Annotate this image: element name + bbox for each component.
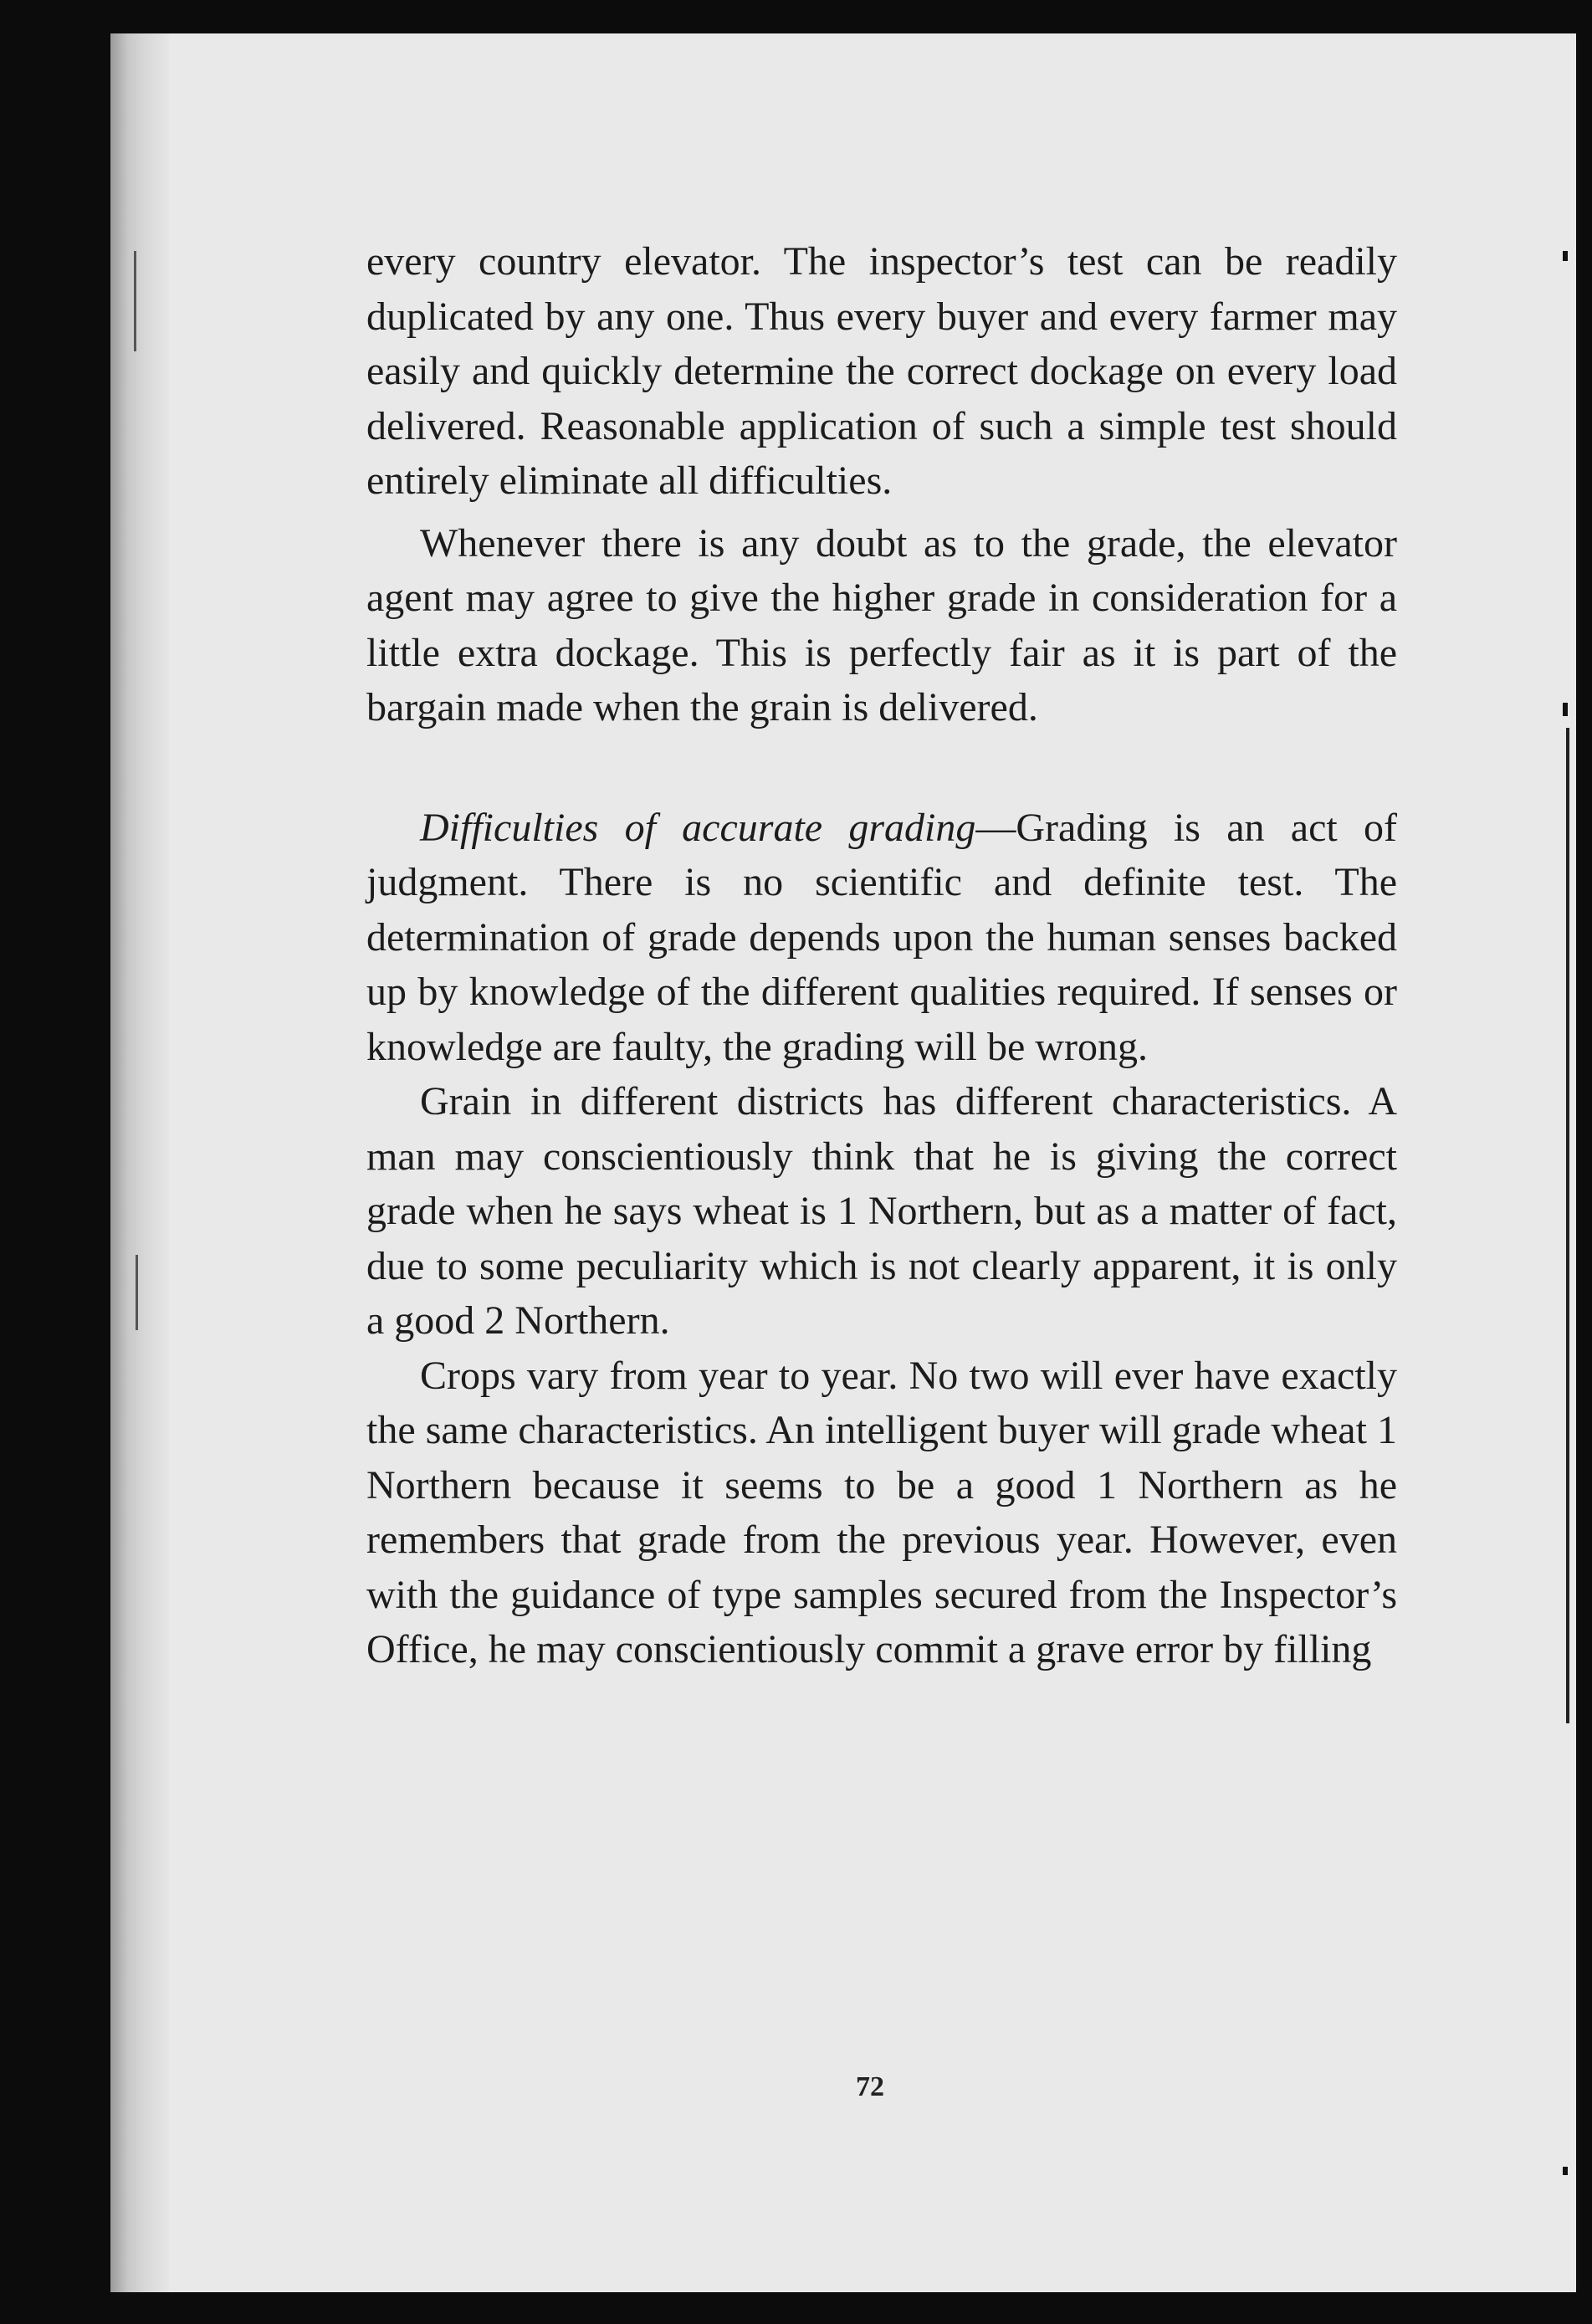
paragraph: Crops vary from year to year. No two will ever have exactly the same characteristics. An intelligent buyer will grade wheat 1 Northern because it seems to be a good 1 Northern as he remembers that grade from the previous year. However, even with the guidance of type samples secured from the Inspector’s Office, he may conscientiously commit a grave error by filling	[366, 1353, 1397, 1671]
section-paragraph	[366, 801, 1397, 1075]
paragraph: Whenever there is any doubt as to the grade, the elevator agent may agree to give the higher grade in consideration for a little extra dockage. This is perfectly fair as it is part of the bargain made when the grain is delivered.	[366, 520, 1397, 729]
text-body	[366, 234, 1397, 1677]
edge-mark	[1563, 2167, 1568, 2175]
right-edge-rule	[1566, 728, 1569, 1723]
page-number: 72	[856, 2071, 884, 2102]
section-heading: Difficulties of accurate grading	[420, 805, 976, 850]
page-spine-shadow	[110, 33, 169, 2292]
edge-mark	[1563, 703, 1568, 716]
paragraph: every country elevator. The inspector’s test can be readily duplicated by any one. Thus every buyer and every farmer may easily and quickly determine the correct dockage on every load delivered. Reasonable application of such a simple test should entirely eliminate all difficulties.	[366, 239, 1397, 503]
spine-mark	[134, 251, 136, 351]
paragraph: Grain in different districts has different characteristics. A man may conscientiously think that he is giving the correct grade when he says wheat is 1 Northern, but as a matter of fact, due to some peculiarity which is not clearly apparent, it is only a good 2 Northern.	[366, 1079, 1397, 1343]
edge-mark	[1563, 251, 1568, 261]
spine-mark	[136, 1255, 138, 1330]
paragraph-body: —Grading is an act of judgment. There is no scientific and definite test. The determination of grade depends upon the human senses backed up by knowledge of the different qualities required. If senses or knowledge are faulty, the grading will be wrong.	[366, 805, 1397, 1069]
